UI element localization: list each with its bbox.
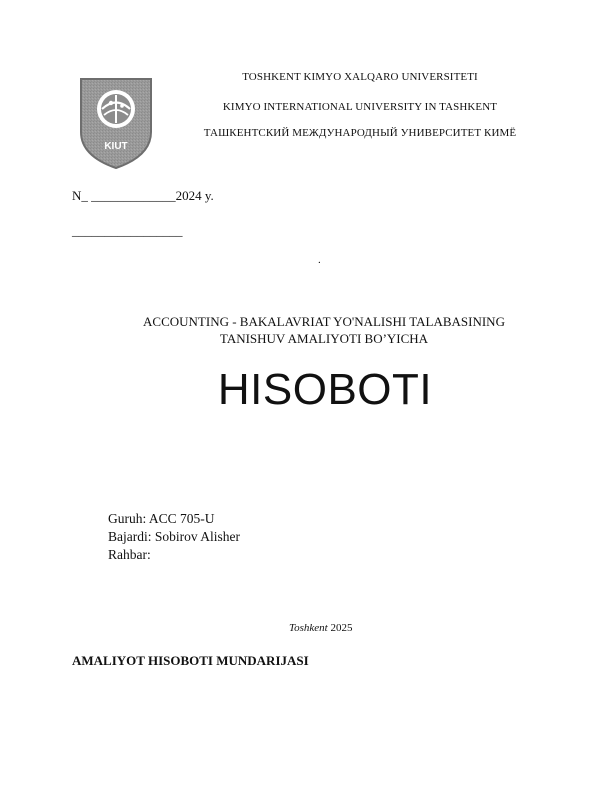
university-shield-icon [78,76,154,170]
document-number: N_ _____________2024 y. [72,188,214,203]
signature-blank-line: _________________ [72,223,183,238]
report-subtitle-line-2: TANISHUV AMALIYOTI BO’YICHA [219,331,429,346]
city-name: Toshkent [289,622,328,634]
university-name-ru: ТАШКЕНТСКИЙ МЕЖДУНАРОДНЫЙ УНИВЕРСИТЕТ КИМЁ [203,127,517,139]
logo-text: KIUT [104,141,128,152]
report-title: HISOBOTI [217,365,433,414]
report-subtitle-line-1: ACCOUNTING - BAKALAVRIAT YO'NALISHI TALABASINING [143,314,505,329]
supervisor-field: Rahbar: [108,547,151,562]
university-logo [78,76,154,170]
university-name-uz: TOSHKENT KIMYO XALQARO UNIVERSITETI [242,71,478,83]
performer-field: Bajardi: Sobirov Alisher [108,529,240,544]
city-year [289,622,352,634]
stray-dot: . [318,254,321,266]
report-year: 2025 [330,622,353,634]
group-field: Guruh: ACC 705-U [108,511,215,526]
toc-heading: AMALIYOT HISOBOTI MUNDARIJASI [72,653,309,668]
university-name-en: KIMYO INTERNATIONAL UNIVERSITY IN TASHKENT [222,101,498,113]
